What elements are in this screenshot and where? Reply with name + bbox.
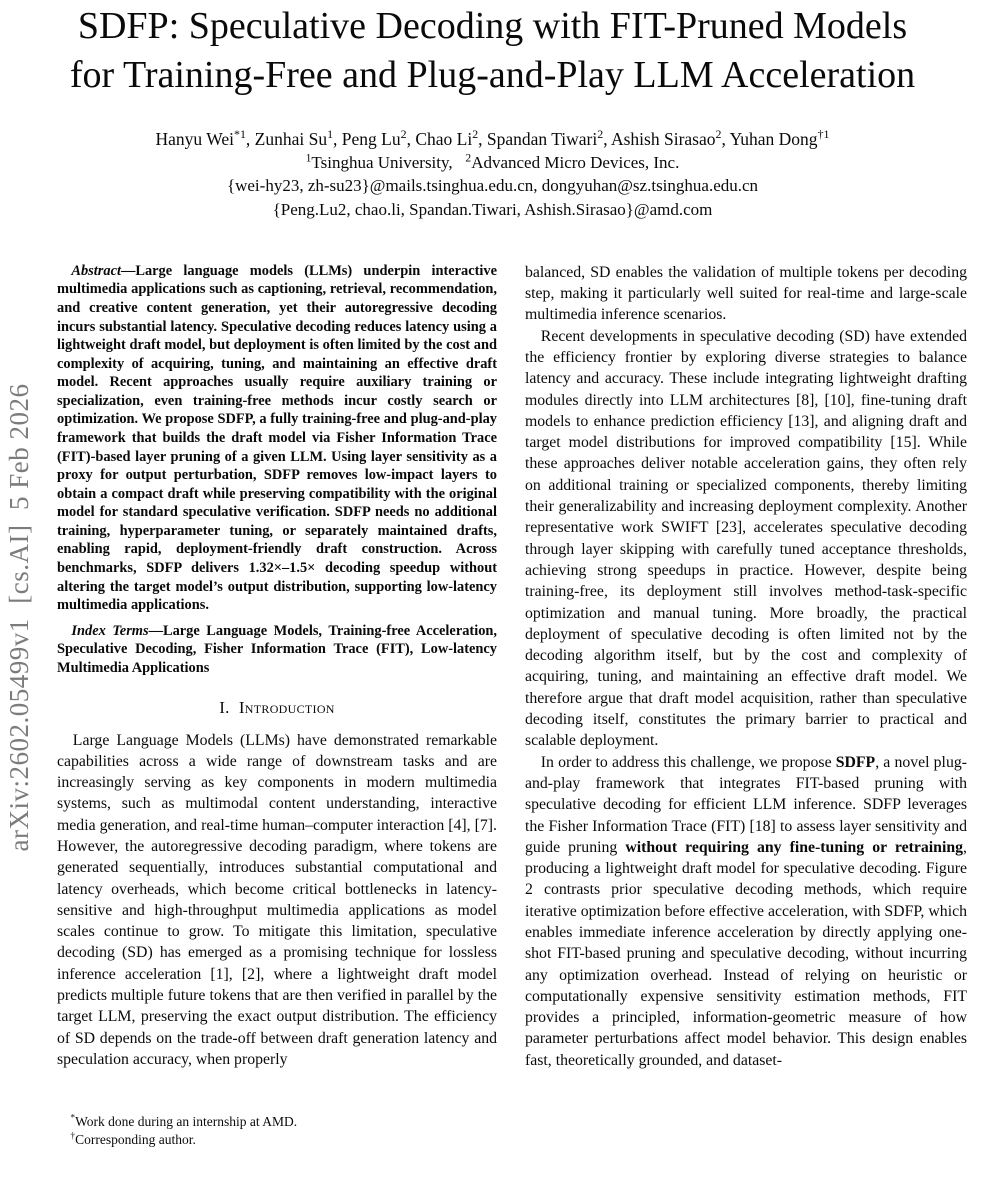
- author-line: Hanyu Wei$^{*1}$, Zunhai Su$^1$, Peng Lu$^2$, Chao Li$^2$, Spandan Tiwari$^2$, Ashish Sirasao$^2$, Yuhan Dong$^{\dagger 1}$: [155, 126, 830, 149]
- footnotes: [57, 1107, 497, 1150]
- intro-paragraph-1-continuation: balanced, SD enables the validation of multiple tokens per decoding step, making it particularly well suited for real-time and large-scale multimedia inference scenarios.: [525, 263, 967, 324]
- intro-paragraph-3: In order to address this challenge, we propose SDFP, a novel plug-and-play framework that integrates FIT-based pruning with speculative decoding for efficient LLM inference. SDFP leverages the Fisher Information Trace (FIT) [18] to assess layer sensitivity and guide pruning without requiring any fine-tuning or retraining, producing a lightweight draft model for speculative decoding. Figure 2 contrasts prior speculative decoding methods, which require iterative optimization before effective acceleration, with SDFP, which enables immediate inference acceleration by directly applying one-shot FIT-based pruning and speculative decoding, without incurring any optimization overhead. Instead of relying on heuristic or computationally expensive sensitivity estimation methods, FIT provides a principled, information-geometric measure of how parameter perturbations affect model behavior. This design enables fast, theoretically grounded, and dataset-: [525, 753, 967, 1069]
- affiliation-line: $^1$Tsinghua University, $^2$Advanced Micro Devices, Inc.: [305, 151, 680, 172]
- email-line-2: {Peng.Lu2, chao.li, Spandan.Tiwari, Ashish.Sirasao}@amd.com: [272, 199, 713, 219]
- intro-paragraph-2: Recent developments in speculative decoding (SD) have extended the efficiency frontier by exploring diverse strategies to balance latency and accuracy. These include integrating lightweight drafting modules directly into LLM architectures [8], [10], fine-tuning draft models to enhance prediction efficiency [13], and aligning draft and target model distributions for improved compatibility [15]. While these approaches deliver notable acceleration gains, they often rely on additional training or specialized components, thereby limiting their generalizability and increasing deployment complexity. Another representative work SWIFT [23], accelerates speculative decoding through layer skipping with carefully tuned acceptance thresholds, achieving strong speedups in practice. However, despite being training-free, its deployment still involves method-task-specific optimization and manual tuning. More broadly, the practical deployment of speculative decoding is often limited not by the decoding algorithm itself, but by the cost and complexity of acquiring, tuning, and maintaining an effective draft model. We therefore argue that draft model acquisition, rather than speculative decoding itself, constitutes the primary barrier to practical and scalable deployment.: [525, 327, 967, 750]
- paper-header: [0, 0, 985, 222]
- index-terms: Index Terms—Large Language Models, Training-free Acceleration, Speculative Decoding, Fisher Information Trace (FIT), Low-latency Multimedia Applications: [57, 622, 497, 676]
- footnote-internship: *Work done during an internship at AMD.: [70, 1112, 298, 1129]
- arxiv-watermark: arXiv:2602.05499v1 [cs.AI] 5 Feb 2026: [4, 383, 34, 852]
- abstract-paragraph: Abstract—Large language models (LLMs) underpin interactive multimedia applications such as captioning, retrieval, recommendation, and creative content generation, yet their autoregressive decoding incurs substantial latency. Speculative decoding reduces latency using a lightweight draft model, but deployment is often limited by the cost and complexity of acquiring, tuning, and maintaining an effective draft model. Recent approaches usually require auxiliary training or specialization, even training-free methods incur costly search or optimization. We propose SDFP, a fully training-free and plug-and-play framework that builds the draft model via Fisher Information Trace (FIT)-based layer pruning of a given LLM. Using layer sensitivity as a proxy for output perturbation, SDFP removes low-impact layers to obtain a compact draft while preserving compatibility with the original model for standard speculative verification. SDFP needs no additional training, hyperparameter tuning, or separately maintained drafts, enabling rapid, deployment-friendly draft construction. Across benchmarks, SDFP delivers 1.32×–1.5× decoding speedup without altering the target model’s output distribution, supporting low-latency multimedia applications.: [57, 262, 497, 614]
- right-column: [525, 262, 967, 1150]
- section-heading-introduction: I. Introduction: [219, 697, 335, 717]
- left-column: [57, 262, 497, 1150]
- intro-paragraph-1: Large Language Models (LLMs) have demonstrated remarkable capabilities across a wide range of downstream tasks and are increasingly serving as key components in modern multimedia systems, such as multimodal content understanding, interactive media generation, and real-time human–computer interaction [4], [7]. However, the autoregressive decoding paradigm, where tokens are generated sequentially, introduces substantial computational and latency overheads, which become critical bottlenecks in latency-sensitive and high-throughput multimedia applications as model scales continue to grow. To mitigate this limitation, speculative decoding (SD) has emerged as a promising technique for lossless inference acceleration [1], [2], where a lightweight draft model predicts multiple future tokens that are then verified in parallel by the target LLM, preserving the exact output distribution. The efficiency of SD depends on the trade-off between draft generation latency and speculation accuracy, when properly: [57, 731, 497, 1068]
- email-line-1: {wei-hy23, zh-su23}@mails.tsinghua.edu.cn, dongyuhan@sz.tsinghua.edu.cn: [226, 175, 759, 195]
- two-column-body: [0, 262, 985, 1150]
- paper-title: SDFP: Speculative Decoding with FIT-Pruned Models for Training-Free and Plug-and-Play LLM Acceleration: [69, 5, 916, 97]
- footnote-corresponding-author: †Corresponding author.: [70, 1130, 196, 1148]
